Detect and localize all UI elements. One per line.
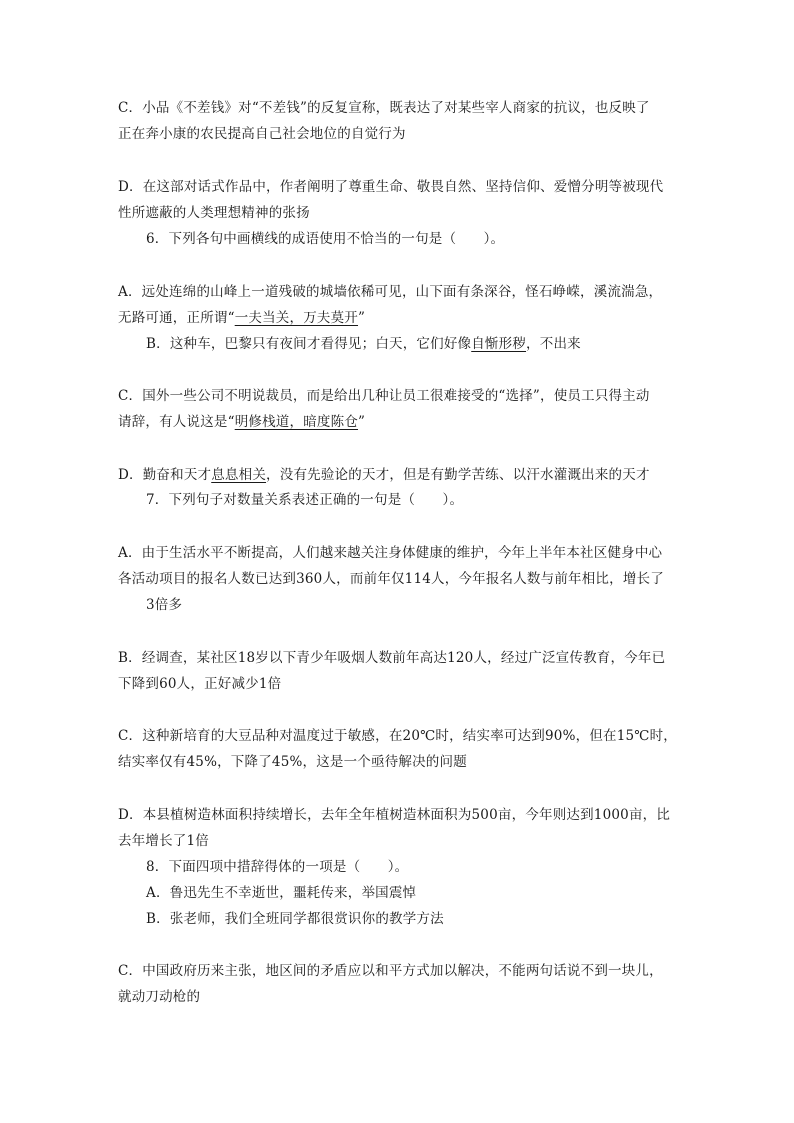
q7-option-d-line-1: D．本县植树造林面积持续增长，去年全年植树造林面积为500亩，今年则达到1000亩，比 bbox=[118, 807, 671, 823]
q6-b-text-post: ，不出来 bbox=[526, 336, 581, 352]
q6-c-text-post: ” bbox=[358, 414, 366, 430]
q6-b-text-pre: B．这种车，巴黎只有夜间才看得见；白天，它们好像 bbox=[146, 336, 472, 352]
q7-option-a-line-3: 3倍多 bbox=[146, 597, 183, 613]
q7-stem: 7．下列句子对数量关系表述正确的一句是（ ）。 bbox=[146, 492, 464, 508]
q6-a-underlined-idiom: 一夫当关，万夫莫开 bbox=[234, 310, 359, 326]
q5-option-c-line-2: 正在奔小康的农民提高自己社会地位的自觉行为 bbox=[118, 126, 406, 142]
q7-option-d-line-2: 去年增长了1倍 bbox=[118, 833, 209, 849]
q8-option-b: B．张老师，我们全班同学都很赏识你的教学方法 bbox=[146, 911, 444, 927]
q8-option-c-line-1: C．中国政府历来主张，地区间的矛盾应以和平方式加以解决，不能两句话说不到一块儿， bbox=[118, 963, 663, 979]
q5-option-c-line-1: C．小品《不差钱》对“不差钱”的反复宣称，既表达了对某些宰人商家的抗议，也反映了 bbox=[118, 100, 650, 116]
q7-option-c-line-2: 结实率仅有45%，下降了45%，这是一个亟待解决的问题 bbox=[118, 754, 467, 770]
q7-option-b-line-1: B．经调查，某社区18岁以下青少年吸烟人数前年高达120人，经过广泛宣传教育，今年已 bbox=[118, 650, 666, 666]
q5-option-d-line-1: D．在这部对话式作品中，作者阐明了尊重生命、敬畏自然、坚持信仰、爱憎分明等被现代 bbox=[118, 179, 664, 195]
q6-a-text-pre: 无路可通，正所谓“ bbox=[118, 310, 235, 326]
q6-d-underlined-idiom: 息息相关 bbox=[211, 467, 267, 483]
q6-stem: 6．下列各句中画横线的成语使用不恰当的一句是（ ）。 bbox=[146, 231, 505, 247]
q5-option-d-line-2: 性所遮蔽的人类理想精神的张扬 bbox=[118, 205, 310, 221]
q6-d-text-pre: D．勤奋和天才 bbox=[118, 467, 212, 483]
q6-option-c-line-2 bbox=[118, 413, 365, 431]
q7-option-a-line-1: A．由于生活水平不断提高，人们越来越关注身体健康的维护，今年上半年本社区健身中心 bbox=[118, 545, 663, 561]
q7-option-b-line-2: 下降到60人，正好减少1倍 bbox=[118, 676, 282, 692]
q6-option-a-line-2 bbox=[118, 309, 365, 327]
q6-option-c-line-1: C．国外一些公司不明说裁员，而是给出几种让员工很难接受的“选择”，使员工只得主动 bbox=[118, 388, 650, 404]
q8-option-a: A．鲁迅先生不幸逝世，噩耗传来，举国震悼 bbox=[146, 885, 417, 901]
q6-option-d bbox=[118, 466, 650, 484]
q7-option-a-line-2: 各活动项目的报名人数已达到360人，而前年仅114人，今年报名人数与前年相比，增长了 bbox=[118, 571, 664, 587]
q8-option-c-line-2: 就动刀动枪的 bbox=[118, 989, 201, 1005]
q8-stem: 8．下面四项中措辞得体的一项是（ ）。 bbox=[146, 859, 409, 875]
q6-b-underlined-idiom: 自惭形秽 bbox=[471, 336, 527, 352]
q6-option-b bbox=[146, 335, 581, 353]
q6-option-a-line-1: A．远处连绵的山峰上一道残破的城墙依稀可见，山下面有条深谷，怪石峥嵘，溪流湍急， bbox=[118, 284, 663, 300]
q6-c-text-pre: 请辞，有人说这是“ bbox=[118, 414, 235, 430]
q7-option-c-line-1: C．这种新培育的大豆品种对温度过于敏感，在20℃时，结实率可达到90%，但在15℃时， bbox=[118, 728, 677, 744]
q6-c-underlined-idiom: 明修栈道，暗度陈仓 bbox=[234, 414, 359, 430]
q6-a-text-post: ” bbox=[358, 310, 366, 326]
q6-d-text-post: ，没有先验论的天才，但是有勤学苦练、以汗水灌溉出来的天才 bbox=[266, 467, 650, 483]
